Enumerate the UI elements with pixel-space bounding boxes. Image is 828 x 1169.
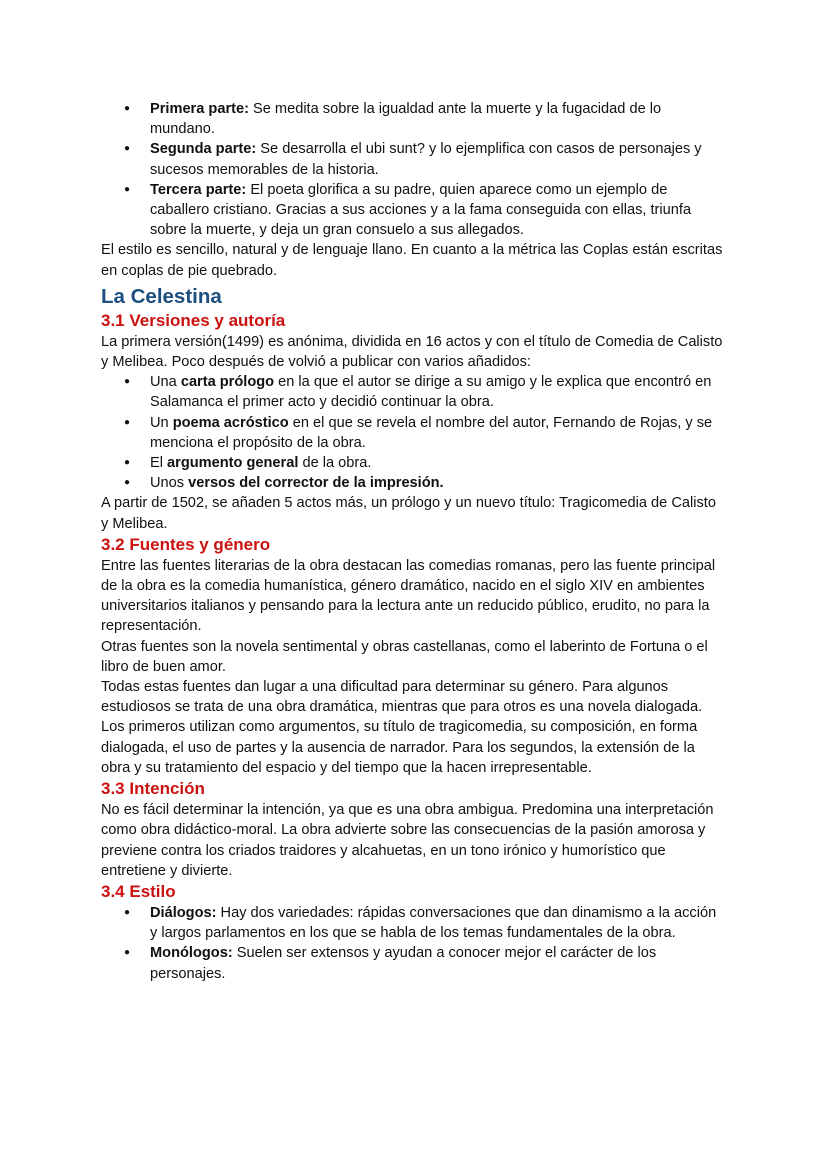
text: Un: [150, 414, 173, 431]
text: en el que se revela el nombre del autor, Fernando de Rojas, y se menciona el propósito de la obra.: [150, 414, 713, 451]
section-title: La Celestina: [101, 284, 222, 308]
text: en la que el autor se dirige a su amigo y le explica que encontró en Salamanca el primer acto y decidió continuar la obra.: [150, 374, 712, 411]
text: de la obra.: [298, 455, 372, 472]
list-item: [101, 453, 727, 473]
bold-text: versos del corrector de la impresión.: [188, 475, 444, 492]
bold-text: Tercera parte:: [150, 181, 247, 198]
text: Se medita sobre la igualdad ante la muerte y la fugacidad de lo mundano.: [150, 101, 662, 138]
bullet-list: [101, 903, 727, 984]
text: Una: [150, 374, 181, 391]
text: Hay dos variedades: rápidas conversaciones que dan dinamismo a la acción y largos parlamentos en los que se habla de los temas fundamentales de la obra.: [150, 904, 717, 942]
bold-text: Primera parte:: [150, 101, 249, 117]
paragraph: No es fácil determinar la intención, ya que es una obra ambigua. Predomina una interpretación como obra didáctico-moral. La obra advierte sobre las consecuencias de la pasión amorosa y previene contra los criados traidores y alcahuetas, en un tono irónico y humorístico que entretiene y divierte.: [101, 802, 714, 879]
paragraph: Otras fuentes son la novela sentimental y obras castellanas, como el laberinto de Fortuna o el libro de buen amor.: [101, 638, 708, 675]
list-item: [101, 99, 727, 139]
paragraph: A partir de 1502, se añaden 5 actos más, un prólogo y un nuevo título: Tragicomedia de Calisto y Melibea.: [101, 495, 716, 532]
text: El poeta glorifica a su padre, quien aparece como un ejemplo de caballero cristiano. Gracias a sus acciones y a la fama conseguida con ellas, triunfa sobre la muerte, y deja un gran consuelo a sus allegados.: [150, 181, 692, 239]
subsection-heading: 3.4 Estilo: [101, 881, 176, 901]
bold-text: Monólogos:: [150, 945, 233, 962]
subsection-heading: 3.1 Versiones y autoría: [101, 310, 286, 330]
text: Se desarrolla el ubi sunt? y lo ejemplifica con casos de personajes y sucesos memorables de la historia.: [150, 141, 702, 178]
bold-text: argumento general: [167, 455, 299, 472]
paragraph: La primera versión(1499) es anónima, dividida en 16 actos y con el título de Comedia de Calisto y Melibea. Poco después de volvió a publicar con varios añadidos:: [101, 333, 723, 371]
text: Suelen ser extensos y ayudan a conocer mejor el carácter de los personajes.: [150, 945, 657, 982]
bullet-list: [101, 99, 727, 240]
paragraph: El estilo es sencillo, natural y de lenguaje llano. En cuanto a la métrica las Coplas están escritas en coplas de pie quebrado.: [101, 242, 723, 279]
bold-text: carta prólogo: [180, 374, 275, 391]
paragraph: Todas estas fuentes dan lugar a una dificultad para determinar su género. Para algunos estudiosos se trata de una obra dramática, mientras que para otros es una novela dialogada. Los primeros utilizan como argumentos, su título de tragicomedia, su composición, en forma dialogada, el uso de partes y la ausencia de narrador. Para los segundos, la extensión de la obra y su tratamiento del espacio y del tiempo que la hacen irrepresentable.: [101, 679, 703, 776]
bullet-list: [101, 372, 727, 493]
bold-text: Segunda parte:: [150, 141, 257, 158]
list-item: [101, 139, 727, 179]
bold-text: poema acróstico: [172, 414, 289, 431]
list-item: [101, 473, 727, 493]
text: El: [150, 455, 168, 472]
bold-text: Diálogos:: [150, 904, 217, 921]
list-item: [101, 903, 727, 943]
list-item: [101, 372, 727, 412]
list-item: [101, 413, 727, 453]
document-page: [101, 99, 727, 984]
list-item: [101, 943, 727, 983]
text: Unos: [150, 475, 189, 492]
subsection-heading: 3.3 Intención: [101, 779, 205, 799]
list-item: [101, 180, 727, 241]
paragraph: Entre las fuentes literarias de la obra destacan las comedias romanas, pero las fuente principal de la obra es la comedia humanística, género dramático, nacido en el siglo XIV en ambientes universitarios italianos y pensando para la lectura ante un reducido público, erudito, no para la representación.: [101, 557, 716, 635]
subsection-heading: 3.2 Fuentes y género: [101, 534, 271, 554]
